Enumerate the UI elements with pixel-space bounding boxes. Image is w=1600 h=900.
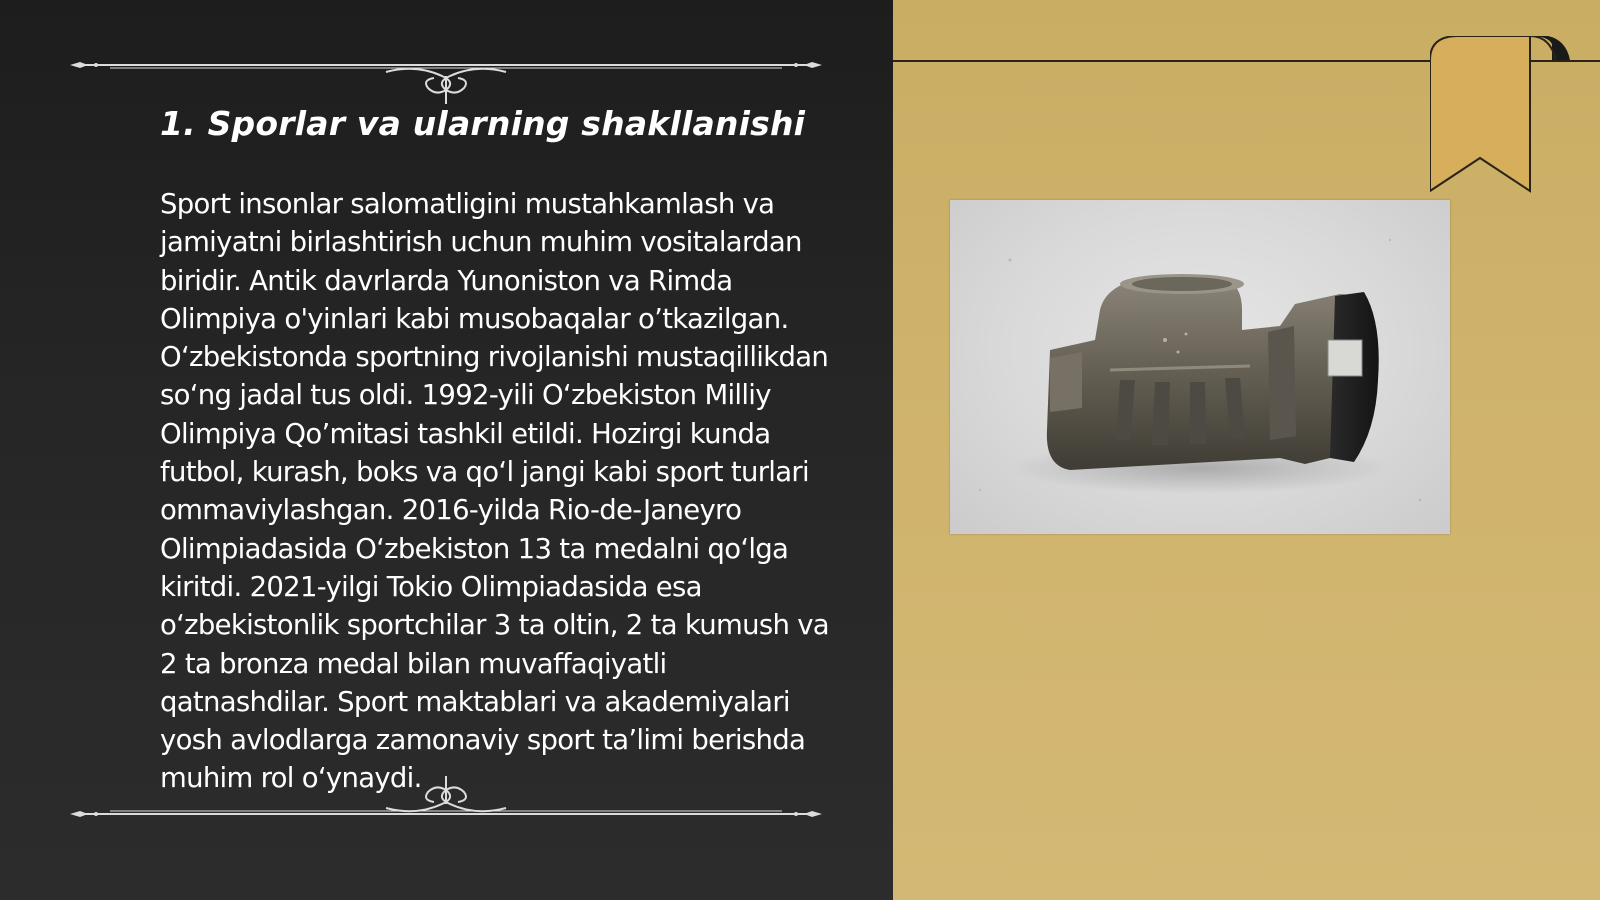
top-flourish-divider-icon bbox=[66, 52, 826, 112]
slide-title: 1. Sporlar va ularning shakllanishi bbox=[160, 104, 806, 143]
ribbon-bookmark-icon bbox=[1430, 36, 1570, 201]
metal-part-photo bbox=[950, 200, 1450, 534]
slide-body-text: Sport insonlar salomatligini mustahkamlash va jamiyatni birlashtirish uchun muhim vositalardan biridir. Antik davrlarda Yunoniston va Rimda Olimpiya o'yinlari kabi musobaqalar o’tkazilgan. O‘zbekistonda sportning rivojlanishi mustaqillikdan so‘ng jadal tus oldi. 1992-yili O‘zbekiston Milliy Olimpiya Qo’mitasi tashkil etildi. Hozirgi kunda futbol, kurash, boks va qo‘l jangi kabi sport turlari ommaviylashgan. 2016-yilda Rio-de-Janeyro Olimpiadasida O‘zbekiston 13 ta medalni qo‘lga kiritdi. 2021-yilgi Tokio Olimpiadasida esa o‘zbekistonlik sportchilar 3 ta oltin, 2 ta kumush va 2 ta bronza medal bilan muvaffaqiyatli qatnashdilar. Sport maktablari va akademiyalari yosh avlodlarga zamonaviy sport ta’limi berishda muhim rol o‘ynaydi. bbox=[160, 188, 829, 795]
bottom-flourish-divider-icon bbox=[66, 768, 826, 828]
